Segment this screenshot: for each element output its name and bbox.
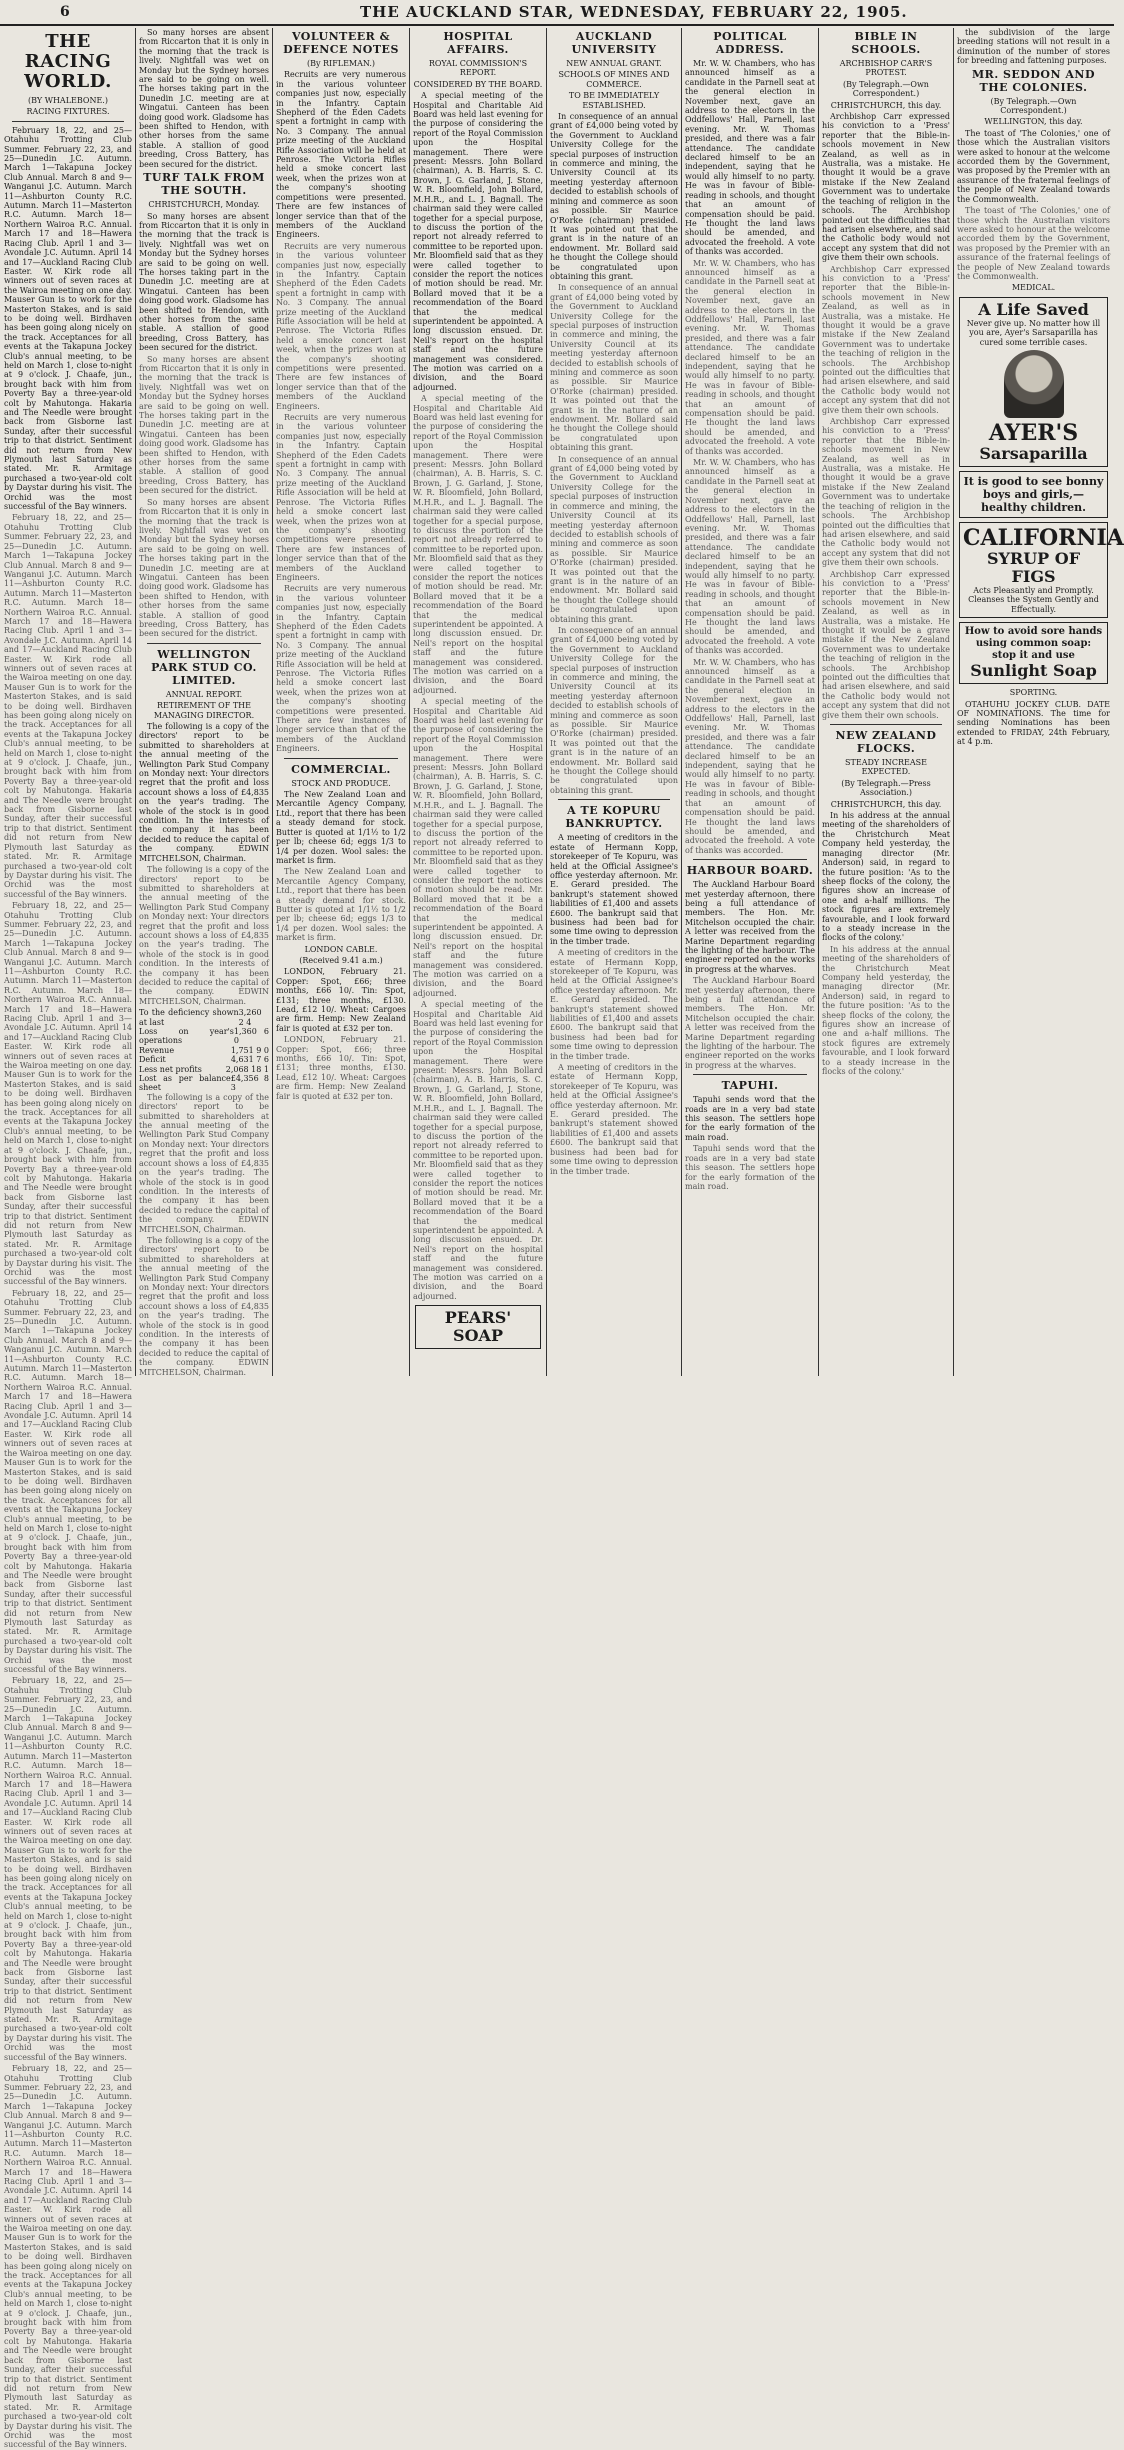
- column-rule: [272, 28, 273, 1376]
- column-political: [685, 28, 815, 1376]
- newspaper-title: THE AUCKLAND STAR, WEDNESDAY, FEBRUARY 22, 1905.: [360, 3, 908, 21]
- stud-accounts-table: [139, 1008, 269, 1093]
- stud-table-amount: £4,356 8 3: [230, 1074, 269, 1093]
- bible-text-cont: Archbishop Carr expressed his conviction to a 'Press' reporter that the Bible-in-schools movement in New Zealand, as well as in Australia, was a mistake. He thought it would be a grave mistake if the New Zealand Government was to undertake the teaching of religion in the schools. The Archbishop pointed out the difficulties that had arisen elsewhere, and said the Catholic body would not accept any system that did not give them their own schools.: [822, 264, 950, 415]
- stud-table-label: Deficit: [139, 1055, 166, 1065]
- bible-sub: ARCHBISHOP CARR'S PROTEST.: [839, 59, 933, 78]
- emulsion-ad: [959, 471, 1108, 518]
- stud-table-label: Lost as per balance sheet: [139, 1074, 231, 1093]
- turf-text: So many horses are absent from Riccarton that it is only in the morning that the track is lively. Nightfall was wet on Monday but the Sydney horses are said to be going on well. The horses taking part in the Dunedin J.C. meeting are at Wingatui. Canteen has been doing good work. Gladsome has been shifted to Hendon, with other horses from the same stable. A stallion of good breeding, Cross Battery, has been secured for the district.: [139, 211, 269, 353]
- page-number: 6: [60, 4, 70, 20]
- stud-table-label: Loss on year's operations: [139, 1027, 234, 1046]
- university-sub-3: TO BE IMMEDIATELY ESTABLISHED.: [568, 91, 660, 110]
- column-turf: [139, 28, 269, 1376]
- stud-text-cont-3: The following is a copy of the directors' report to be submitted to shareholders at the annual meeting of the Wellington Park Stud Company on Monday next: Your directors regret that the profit and loss account shows a loss of £4,835 on the year's trading. The whole of the stock is in good condition. In the interests of the company it has been decided to reduce the capital of the company. EDWIN MITCHELSON, Chairman.: [139, 1235, 269, 1377]
- turf-text-top: So many horses are absent from Riccarton that it is only in the morning that the track is lively. Nightfall was wet on Monday but the Sydney horses are said to be going on well. The horses taking part in the Dunedin J.C. meeting are at Wingatui. Canteen has been doing good work. Gladsome has been shifted to Hendon, with other horses from the same stable. A stallion of good breeding, Cross Battery, has been secured for the district.: [139, 28, 269, 169]
- stud-table-row: [139, 1008, 269, 1027]
- pears-soap-brand: PEARS' SOAP: [444, 1308, 512, 1346]
- ayers-brand: AYER'S: [988, 419, 1079, 446]
- syrup-of-figs-text: Acts Pleasantly and Promptly. Cleanses the System Gently and Effectually.: [968, 585, 1099, 614]
- racing-text-cont-4: February 18, 22, and 25—Otahuhu Trotting Club Summer. February 22, 23, and 25—Dunedin J.C. Autumn. March 1—Takapuna Jockey Club Annual. March 8 and 9—Wanganui J.C. Autumn. March 11—Ashburton County R.C. Autumn. March 11—Masterton R.C. Autumn. March 18—Northern Wairoa R.C. Annual. March 17 and 18—Hawera Racing Club. April 1 and 3—Avondale J.C. Autumn. April 14 and 17—Auckland Racing Club Easter. W. Kirk rode all winners out of seven races at the Wairoa meeting on one day. Mauser Gun is to work for the Masterton Stakes, and is said to be doing well. Birdhaven has been going along nicely on the track. Acceptances for all events at the Takapuna Jockey Club's annual meeting, to be held on March 1, close to-night at 9 o'clock. J. Chaafe, jun., brought back with him from Poverty Bay a three-year-old colt by Mahutonga. Hakaria and The Needle were brought back from Gisborne last Sunday, after their successful trip to that district. Sentiment did not return from New Plymouth last Saturday as stated. Mr. R. Armitage purchased a two-year-old colt by Daystar during his visit. The Orchid was the most successful of the Bay winners.: [4, 1676, 132, 2062]
- london-cable-text-cont: LONDON, February 21. Copper: Spot, £66; three months, £66 10/. Tin: Spot, £131; three months, £130. Lead, £12 10/. Wheat: Cargoes are firm. Hemp: New Zealand fair is quoted at £32 per ton.: [276, 1035, 406, 1101]
- harbour-heading: HARBOUR BOARD.: [686, 864, 814, 878]
- university-text-cont-2: In consequence of an annual grant of £4,000 being voted by the Government to Auckland University College for the special purposes of instruction in commerce and mining, the University Council at its meeting yesterday afternoon decided to establish schools of mining and commerce as soon as possible. Sir Maurice O'Rorke (chairman) presided. It was pointed out that the grant is in the nature of an endowment. Mr. Bollard said he thought the College should be congratulated upon obtaining this grant.: [550, 454, 678, 624]
- racing-text-cont-2: February 18, 22, and 25—Otahuhu Trotting Club Summer. February 22, 23, and 25—Dunedin J.C. Autumn. March 1—Takapuna Jockey Club Annual. March 8 and 9—Wanganui J.C. Autumn. March 11—Ashburton County R.C. Autumn. March 11—Masterton R.C. Autumn. March 18—Northern Wairoa R.C. Annual. March 17 and 18—Hawera Racing Club. April 1 and 3—Avondale J.C. Autumn. April 14 and 17—Auckland Racing Club Easter. W. Kirk rode all winners out of seven races at the Wairoa meeting on one day. Mauser Gun is to work for the Masterton Stakes, and is said to be doing well. Birdhaven has been going along nicely on the track. Acceptances for all events at the Takapuna Jockey Club's annual meeting, to be held on March 1, close to-night at 9 o'clock. J. Chaafe, jun., brought back with him from Poverty Bay a three-year-old colt by Mahutonga. Hakaria and The Needle were brought back from Gisborne last Sunday, after their successful trip to that district. Sentiment did not return from New Plymouth last Saturday as stated. Mr. R. Armitage purchased a two-year-old colt by Daystar during his visit. The Orchid was the most successful of the Bay winners.: [4, 901, 132, 1287]
- seddon-text-cont: The toast of 'The Colonies,' one of those which the Australian visitors were asked to honour at the welcome accorded them by the Government, was proposed by the Premier with an assurance of the fraternal feelings of the people of New Zealand towards the Commonwealth.: [957, 206, 1110, 281]
- stud-table-label: Less net profits: [139, 1064, 202, 1074]
- ayers-ad-text: Never give up. No matter how ill you are, Ayer's Sarsaparilla has cured some terrible cases.: [966, 318, 1101, 347]
- divider: [147, 643, 261, 644]
- university-text-cont: In consequence of an annual grant of £4,000 being voted by the Government to Auckland University College for the special purposes of instruction in commerce and mining, the University Council at its meeting yesterday afternoon decided to establish schools of mining and commerce as soon as possible. Sir Maurice O'Rorke (chairman) presided. It was pointed out that the grant is in the nature of an endowment. Mr. Bollard said he thought the College should be congratulated upon obtaining this grant.: [550, 283, 678, 453]
- stud-table-row: [139, 1027, 269, 1046]
- london-cable-heading: LONDON CABLE.: [304, 944, 378, 954]
- flocks-sub-2: (By Telegraph.—Press Association.): [841, 778, 931, 798]
- university-sub-2: SCHOOLS OF MINES AND COMMERCE.: [558, 70, 670, 89]
- divider: [830, 724, 942, 725]
- divider: [12, 121, 124, 122]
- turf-text-cont: So many horses are absent from Riccarton that it is only in the morning that the track is lively. Nightfall was wet on Monday but the Sydney horses are said to be going on well. The horses taking part in the Dunedin J.C. meeting are at Wingatui. Canteen has been doing good work. Gladsome has been shifted to Hendon, with other horses from the same stable. A stallion of good breeding, Cross Battery, has been secured for the district.: [139, 354, 269, 496]
- divider: [284, 758, 398, 759]
- stud-sub: ANNUAL REPORT.: [165, 689, 243, 699]
- columns: [0, 28, 1124, 2450]
- seddon-text: The toast of 'The Colonies,' one of those which the Australian visitors were asked to honour at the welcome accorded them by the Government, was proposed by the Premier with an assurance of the fraternal feelings of the people of New Zealand towards the Commonwealth.: [957, 128, 1110, 204]
- seddon-heading: MR. SEDDON AND THE COLONIES.: [972, 67, 1095, 94]
- divider: [693, 1074, 807, 1075]
- turf-text-cont-2: So many horses are absent from Riccarton that it is only in the morning that the track is lively. Nightfall was wet on Monday but the Sydney horses are said to be going on well. The horses taking part in the Dunedin J.C. meeting are at Wingatui. Canteen has been doing good work. Gladsome has been shifted to Hendon, with other horses from the same stable. A stallion of good breeding, Cross Battery, has been secured for the district.: [139, 497, 269, 639]
- flocks-dateline: CHRISTCHURCH, this day.: [830, 799, 942, 809]
- stud-table-amount: 1,360 6 0: [233, 1027, 269, 1046]
- political-text-cont-3: Mr. W. W. Chambers, who has announced himself as a candidate in the Parnell seat at the general election in November next, gave an address to the electors in the Oddfellows' Hall, Parnell, last evening. Mr. W. Thomas presided, and there was a fair attendance. The candidate declared himself to be an independent, saying that he would ally himself to no party. He was in favour of Bible-reading in schools, and thought that an amount of compensation should be paid. He thought the land laws should be amended, and advocated the freehold. A vote of thanks was accorded.: [685, 657, 815, 855]
- bankruptcy-heading: A TE KOPURU BANKRUPTCY.: [565, 804, 663, 831]
- harbour-text-cont: The Auckland Harbour Board met yesterday afternoon, there being a full attendance of members. The Hon. Mr. Mitchelson occupied the chair. A letter was received from the Marine Department regarding the lighting of the harbour. The engineer reported on the works in progress at the wharves.: [685, 976, 815, 1070]
- tapuhi-text-cont: Tapuhi sends word that the roads are in a very bad state this season. The settlers hope for the early formation of the main road.: [685, 1144, 815, 1191]
- flocks-text-cont: In his address at the annual meeting of the shareholders of the Christchurch Meat Company held yesterday, the managing director (Mr. Anderson) said, in regard to the future position: 'As to the sheep flocks of the colony, the figures show an increase of one and a-half millions. The stock figures are extremely favourable, and I look forward to a steady increase in the flocks of the colony.': [822, 944, 950, 1077]
- stud-sub-2: RETIREMENT OF THE MANAGING DIRECTOR.: [153, 701, 255, 720]
- column-racing: [4, 28, 132, 2450]
- ayers-ad: [959, 297, 1108, 467]
- sunlight-soap-brand: Sunlight Soap: [970, 661, 1097, 681]
- commercial-text-cont: The New Zealand Loan and Mercantile Agency Company, Ltd., report that there has been a steady demand for stock. Butter is quoted at 1/1½ to 1/2 per lb; cheese 6d; eggs 1/3 to 1/4 per dozen. Wool sales: the market is firm.: [276, 867, 406, 943]
- column-bible: [822, 28, 950, 1376]
- volunteer-text-cont-2: Recruits are very numerous in the various volunteer companies just now, especially in the Infantry. Captain Shepherd of the Eden Cadets spent a fortnight in camp with No. 3 Company. The annual prize meeting of the Auckland Rifle Association will be held at Penrose. The Victoria Rifles held a smoke concert last week, when the prizes won at the company's shooting competitions were presented. There are few instances of longer service than that of the members of the Auckland Engineers.: [276, 413, 406, 582]
- volunteer-text: Recruits are very numerous in the various volunteer companies just now, especially in the Infantry. Captain Shepherd of the Eden Cadets spent a fortnight in camp with No. 3 Company. The annual prize meeting of the Auckland Rifle Association will be held at Penrose. The Victoria Rifles held a smoke concert last week, when the prizes won at the company's shooting competitions were presented. There are few instances of longer service than that of the members of the Auckland Engineers.: [276, 70, 406, 240]
- university-text: In consequence of an annual grant of £4,000 being voted by the Government to Auckland University College for the special purposes of instruction in commerce and mining, the University Council at its meeting yesterday afternoon decided to establish schools of mining and commerce as soon as possible. Sir Maurice O'Rorke (chairman) presided. It was pointed out that the grant is in the nature of an endowment. Mr. Bollard said he thought the College should be congratulated upon obtaining this grant.: [550, 112, 678, 281]
- bonny-boys-text: It is good to see bonny boys and girls,—healthy children.: [963, 474, 1104, 514]
- pears-soap-ad: [415, 1305, 541, 1349]
- stud-table-row: [139, 1074, 269, 1093]
- stud-table-label: Revenue: [139, 1045, 175, 1055]
- bible-sub-2: (By Telegraph.—Own Correspondent.): [843, 79, 929, 99]
- hospital-text-cont: A special meeting of the Hospital and Charitable Aid Board was held last evening for the purpose of considering the report of the Royal Commission upon the Hospital management. There were present: Messrs. John Bollard (chairman), A. B. Harris, S. C. Brown, J. G. Garland, J. Stone, W. R. Bloomfield, John Bollard, M.H.R., and L. J. Bagnall. The chairman said they were called together for a special purpose, to discuss the portion of the report not already referred to committee to be reported upon. Mr. Bloomfield said that as they were called together to consider the report the notices of motion should be read. Mr. Bollard moved that it be a recommendation of the Board that the medical superintendent be appointed. A long discussion ensued. Dr. Neil's report on the hospital staff and the future management was considered. The motion was carried on a division, and the Board adjourned.: [413, 394, 543, 695]
- london-cable-text: LONDON, February 21. Copper: Spot, £66; three months, £66 10/. Tin: Spot, £131; three months, £130. Lead, £12 10/. Wheat: Cargoes are firm. Hemp: New Zealand fair is quoted at £32 per ton.: [276, 967, 406, 1033]
- racing-text-cont: February 18, 22, and 25—Otahuhu Trotting Club Summer. February 22, 23, and 25—Dunedin J.C. Autumn. March 1—Takapuna Jockey Club Annual. March 8 and 9—Wanganui J.C. Autumn. March 11—Ashburton County R.C. Autumn. March 11—Masterton R.C. Autumn. March 18—Northern Wairoa R.C. Annual. March 17 and 18—Hawera Racing Club. April 1 and 3—Avondale J.C. Autumn. April 14 and 17—Auckland Racing Club Easter. W. Kirk rode all winners out of seven races at the Wairoa meeting on one day. Mauser Gun is to work for the Masterton Stakes, and is said to be doing well. Birdhaven has been going along nicely on the track. Acceptances for all events at the Takapuna Jockey Club's annual meeting, to be held on March 1, close to-night at 9 o'clock. J. Chaafe, jun., brought back with him from Poverty Bay a three-year-old colt by Mahutonga. Hakaria and The Needle were brought back from Gisborne last Sunday, after their successful trip to that district. Sentiment did not return from New Plymouth last Saturday as stated. Mr. R. Armitage purchased a two-year-old colt by Daystar during his visit. The Orchid was the most successful of the Bay winners.: [4, 513, 132, 899]
- racing-text-cont-5: February 18, 22, and 25—Otahuhu Trotting Club Summer. February 22, 23, and 25—Dunedin J.C. Autumn. March 1—Takapuna Jockey Club Annual. March 8 and 9—Wanganui J.C. Autumn. March 11—Ashburton County R.C. Autumn. March 11—Masterton R.C. Autumn. March 18—Northern Wairoa R.C. Annual. March 17 and 18—Hawera Racing Club. April 1 and 3—Avondale J.C. Autumn. April 14 and 17—Auckland Racing Club Easter. W. Kirk rode all winners out of seven races at the Wairoa meeting on one day. Mauser Gun is to work for the Masterton Stakes, and is said to be doing well. Birdhaven has been going along nicely on the track. Acceptances for all events at the Takapuna Jockey Club's annual meeting, to be held on March 1, close to-night at 9 o'clock. J. Chaafe, jun., brought back with him from Poverty Bay a three-year-old colt by Mahutonga. Hakaria and The Needle were brought back from Gisborne last Sunday, after their successful trip to that district. Sentiment did not return from New Plymouth last Saturday as stated. Mr. R. Armitage purchased a two-year-old colt by Daystar during his visit. The Orchid was the most successful of the Bay winners.: [4, 2064, 132, 2450]
- column-rule: [409, 28, 410, 1376]
- divider: [693, 859, 807, 860]
- stud-table-amount: 2,068 18 1: [225, 1064, 269, 1074]
- volunteer-heading: VOLUNTEER & DEFENCE NOTES: [283, 30, 399, 56]
- hospital-text-cont-2: A special meeting of the Hospital and Charitable Aid Board was held last evening for the purpose of considering the report of the Royal Commission upon the Hospital management. There were present: Messrs. John Bollard (chairman), A. B. Harris, S. C. Brown, J. G. Garland, J. Stone, W. R. Bloomfield, John Bollard, M.H.R., and L. J. Bagnall. The chairman said they were called together for a special purpose, to discuss the portion of the report not already referred to committee to be reported upon. Mr. Bloomfield said that as they were called together to consider the report the notices of motion should be read. Mr. Bollard moved that it be a recommendation of the Board that the medical superintendent be appointed. A long discussion ensued. Dr. Neil's report on the hospital staff and the future management was considered. The motion was carried on a division, and the Board adjourned.: [413, 697, 543, 998]
- volunteer-text-cont: Recruits are very numerous in the various volunteer companies just now, especially in the Infantry. Captain Shepherd of the Eden Cadets spent a fortnight in camp with No. 3 Company. The annual prize meeting of the Auckland Rifle Association will be held at Penrose. The Victoria Rifles held a smoke concert last week, when the prizes won at the company's shooting competitions were presented. There are few instances of longer service than that of the members of the Auckland Engineers.: [276, 241, 406, 411]
- bible-heading: BIBLE IN SCHOOLS.: [851, 30, 921, 56]
- column-rule: [681, 28, 682, 1376]
- flocks-text: In his address at the annual meeting of the shareholders of the Christchurch Meat Company held yesterday, the managing director (Mr. Anderson) said, in regard to the future position: 'As to the sheep flocks of the colony, the figures show an increase of one and a-half millions. The stock figures are extremely favourable, and I look forward to a steady increase in the flocks of the colony.': [822, 811, 950, 943]
- bible-text-cont-2: Archbishop Carr expressed his conviction to a 'Press' reporter that the Bible-in-schools movement in New Zealand, as well as in Australia, was a mistake. He thought it would be a grave mistake if the New Zealand Government was to undertake the teaching of religion in the schools. The Archbishop pointed out the difficulties that had arisen elsewhere, and said the Catholic body would not accept any system that did not give them their own schools.: [822, 417, 950, 568]
- hospital-text: A special meeting of the Hospital and Charitable Aid Board was held last evening for the purpose of considering the report of the Royal Commission upon the Hospital management. There were present: Messrs. John Bollard (chairman), A. B. Harris, S. C. Brown, J. G. Garland, J. Stone, W. R. Bloomfield, John Bollard, M.H.R., and L. J. Bagnall. The chairman said they were called together for a special purpose, to discuss the portion of the report not already referred to committee to be reported upon. Mr. Bloomfield said that as they were called together to consider the report the notices of motion should be read. Mr. Bollard moved that it be a recommendation of the Board that the medical superintendent be appointed. A long discussion ensued. Dr. Neil's report on the hospital staff and the future management was considered. The motion was carried on a division, and the Board adjourned.: [413, 91, 543, 392]
- turf-dateline: CHRISTCHURCH, Monday.: [148, 200, 260, 210]
- column-hospital: [413, 28, 543, 1376]
- bible-dateline: CHRISTCHURCH, this day.: [830, 100, 942, 110]
- stud-heading: WELLINGTON PARK STUD CO. LIMITED.: [151, 647, 257, 687]
- stud-table-row: [139, 1046, 269, 1055]
- racing-heading: THE RACING WORLD.: [24, 31, 112, 92]
- column-volunteer: [276, 28, 406, 1376]
- column-rule: [818, 28, 819, 1376]
- commercial-sub: STOCK AND PRODUCE.: [291, 778, 391, 788]
- sporting-heading: SPORTING.: [1009, 688, 1058, 698]
- stud-text: The following is a copy of the directors' report to be submitted to shareholders at the annual meeting of the Wellington Park Stud Company on Monday next: Your directors regret that the profit and loss account shows a loss of £4,835 on the year's trading. The whole of the stock is in good condition. In the interests of the company it has been decided to reduce the capital of the company. EDWIN MITCHELSON, Chairman.: [139, 722, 269, 863]
- stud-table-amount: 4,631 7 6: [230, 1055, 269, 1065]
- column-rule: [135, 28, 136, 1376]
- commercial-text: The New Zealand Loan and Mercantile Agency Company, Ltd., report that there has been a steady demand for stock. Butter is quoted at 1/1½ to 1/2 per lb; cheese 6d; eggs 1/3 to 1/4 per dozen. Wool sales: the market is firm.: [276, 790, 406, 865]
- bankruptcy-text: A meeting of creditors in the estate of Hermann Kopp, storekeeper of Te Kopuru, was held at the Official Assignee's office yesterday afternoon. Mr. E. Gerard presided. The bankrupt's statement showed liabilities of £1,400 and assets £600. The bankrupt said that business had been bad for some time owing to depression in the timber trade.: [550, 833, 678, 946]
- syrup-of-figs-ad: [959, 522, 1124, 618]
- volunteer-byline: (By RIFLEMAN.): [306, 59, 376, 68]
- stud-table-amount: 1,751 9 0: [230, 1045, 269, 1055]
- stud-table-amount: 3,260 2 4: [238, 1008, 262, 1027]
- bankruptcy-text-cont-2: A meeting of creditors in the estate of Hermann Kopp, storekeeper of Te Kopuru, was held at the Official Assignee's office yesterday afternoon. Mr. E. Gerard presided. The bankrupt's statement showed liabilities of £1,400 and assets £600. The bankrupt said that business had been bad for some time owing to depression in the timber trade.: [550, 1063, 678, 1176]
- political-text: Mr. W. W. Chambers, who has announced himself as a candidate in the Parnell seat at the general election in November next, gave an address to the electors in the Oddfellows' Hall, Parnell, last evening. Mr. W. Thomas presided, and there was a fair attendance. The candidate declared himself to be an independent, saying that he would ally himself to no party. He was in favour of Bible-reading in schools, and thought that an amount of compensation should be paid. He thought the land laws should be amended, and advocated the freehold. A vote of thanks was accorded.: [685, 59, 815, 257]
- column-rule: [546, 28, 547, 1376]
- racing-text-cont-3: February 18, 22, and 25—Otahuhu Trotting Club Summer. February 22, 23, and 25—Dunedin J.C. Autumn. March 1—Takapuna Jockey Club Annual. March 8 and 9—Wanganui J.C. Autumn. March 11—Ashburton County R.C. Autumn. March 11—Masterton R.C. Autumn. March 18—Northern Wairoa R.C. Annual. March 17 and 18—Hawera Racing Club. April 1 and 3—Avondale J.C. Autumn. April 14 and 17—Auckland Racing Club Easter. W. Kirk rode all winners out of seven races at the Wairoa meeting on one day. Mauser Gun is to work for the Masterton Stakes, and is said to be doing well. Birdhaven has been going along nicely on the track. Acceptances for all events at the Takapuna Jockey Club's annual meeting, to be held on March 1, close to-night at 9 o'clock. J. Chaafe, jun., brought back with him from Poverty Bay a three-year-old colt by Mahutonga. Hakaria and The Needle were brought back from Gisborne last Sunday, after their successful trip to that district. Sentiment did not return from New Plymouth last Saturday as stated. Mr. R. Armitage purchased a two-year-old colt by Daystar during his visit. The Orchid was the most successful of the Bay winners.: [4, 1288, 132, 1675]
- sore-hands-text: How to avoid sore hands using common soap: stop it and use: [964, 626, 1103, 662]
- hospital-sub-2: CONSIDERED BY THE BOARD.: [413, 79, 543, 89]
- commercial-heading: COMMERCIAL.: [291, 762, 391, 776]
- turf-heading: TURF TALK FROM THE SOUTH.: [143, 171, 265, 198]
- hospital-heading: HOSPITAL AFFAIRS.: [443, 30, 513, 56]
- political-text-cont: Mr. W. W. Chambers, who has announced himself as a candidate in the Parnell seat at the general election in November next, gave an address to the electors in the Oddfellows' Hall, Parnell, last evening. Mr. W. Thomas presided, and there was a fair attendance. The candidate declared himself to be an independent, saying that he would ally himself to no party. He was in favour of Bible-reading in schools, and thought that an amount of compensation should be paid. He thought the land laws should be amended, and advocated the freehold. A vote of thanks was accorded.: [685, 258, 815, 456]
- sporting-text: OTAHUHU JOCKEY CLUB. DATE OF NOMINATIONS. The time for sending Nominations has been extended to FRIDAY, 24th February, at 4 p.m.: [957, 699, 1110, 747]
- seddon-sub: (By Telegraph.—Own Correspondent.): [990, 96, 1077, 116]
- seddon-dateline: WELLINGTON, this day.: [984, 117, 1083, 127]
- stations-text: the subdivision of the large breeding stations will not result in a diminution of the number of stores for breeding and fattening purposes.: [957, 28, 1110, 66]
- political-text-cont-2: Mr. W. W. Chambers, who has announced himself as a candidate in the Parnell seat at the general election in November next, gave an address to the electors in the Oddfellows' Hall, Parnell, last evening. Mr. W. Thomas presided, and there was a fair attendance. The candidate declared himself to be an independent, saying that he would ally himself to no party. He was in favour of Bible-reading in schools, and thought that an amount of compensation should be paid. He thought the land laws should be amended, and advocated the freehold. A vote of thanks was accorded.: [685, 458, 815, 656]
- masthead: [0, 0, 1114, 26]
- volunteer-text-cont-3: Recruits are very numerous in the various volunteer companies just now, especially in the Infantry. Captain Shepherd of the Eden Cadets spent a fortnight in camp with No. 3 Company. The annual prize meeting of the Auckland Rifle Association will be held at Penrose. The Victoria Rifles held a smoke concert last week, when the prizes won at the company's shooting competitions were presented. There are few instances of longer service than that of the members of the Auckland Engineers.: [276, 584, 406, 754]
- sunlight-soap-ad: [959, 622, 1108, 684]
- column-rule: [953, 28, 954, 1376]
- hospital-sub: ROYAL COMMISSION'S REPORT.: [428, 59, 528, 78]
- sarsaparilla-brand: Sarsaparilla: [979, 443, 1088, 463]
- stud-table-row: [139, 1055, 269, 1064]
- divider: [558, 799, 670, 800]
- stud-text-cont: The following is a copy of the directors' report to be submitted to shareholders at the annual meeting of the Wellington Park Stud Company on Monday next: Your directors regret that the profit and loss account shows a loss of £4,835 on the year's trading. The whole of the stock is in good condition. In the interests of the company it has been decided to reduce the capital of the company. EDWIN MITCHELSON, Chairman.: [139, 865, 269, 1006]
- column-university: [550, 28, 678, 1376]
- column-ads: [957, 28, 1124, 1376]
- hospital-text-cont-3: A special meeting of the Hospital and Charitable Aid Board was held last evening for the purpose of considering the report of the Royal Commission upon the Hospital management. There were present: Messrs. John Bollard (chairman), A. B. Harris, S. C. Brown, J. G. Garland, J. Stone, W. R. Bloomfield, John Bollard, M.H.R., and L. J. Bagnall. The chairman said they were called together for a special purpose, to discuss the portion of the report not already referred to committee to be reported upon. Mr. Bloomfield said that as they were called together to consider the report the notices of motion should be read. Mr. Bollard moved that it be a recommendation of the Board that the medical superintendent be appointed. A long discussion ensued. Dr. Neil's report on the hospital staff and the future management was considered. The motion was carried on a division, and the Board adjourned.: [413, 1000, 543, 1301]
- tapuhi-heading: TAPUHI.: [721, 1079, 779, 1093]
- stud-table-label: To the deficiency shown at last: [139, 1008, 239, 1027]
- racing-byline: (BY WHALEBONE.): [28, 96, 108, 105]
- university-sub: NEW ANNUAL GRANT.: [566, 59, 662, 68]
- bible-text-cont-3: Archbishop Carr expressed his conviction to a 'Press' reporter that the Bible-in-schools movement in New Zealand, as well as in Australia, was a mistake. He thought it would be a grave mistake if the New Zealand Government was to undertake the teaching of religion in the schools. The Archbishop pointed out the difficulties that had arisen elsewhere, and said the Catholic body would not accept any system that did not give them their own schools.: [822, 569, 950, 720]
- medical-heading: MEDICAL.: [1011, 283, 1056, 293]
- flocks-heading: NEW ZEALAND FLOCKS.: [835, 729, 937, 756]
- bankruptcy-text-cont: A meeting of creditors in the estate of Hermann Kopp, storekeeper of Te Kopuru, was held at the Official Assignee's office yesterday afternoon. Mr. E. Gerard presided. The bankrupt's statement showed liabilities of £1,400 and assets £600. The bankrupt said that business had been bad for some time owing to depression in the timber trade.: [550, 948, 678, 1061]
- stud-text-cont-2: The following is a copy of the directors' report to be submitted to shareholders at the annual meeting of the Wellington Park Stud Company on Monday next: Your directors regret that the profit and loss account shows a loss of £4,835 on the year's trading. The whole of the stock is in good condition. In the interests of the company it has been decided to reduce the capital of the company. EDWIN MITCHELSON, Chairman.: [139, 1092, 269, 1234]
- life-saved-title: A Life Saved: [978, 299, 1089, 319]
- harbour-text: The Auckland Harbour Board met yesterday afternoon, there being a full attendance of members. The Hon. Mr. Mitchelson occupied the chair. A letter was received from the Marine Department regarding the lighting of the harbour. The engineer reported on the works in progress at the wharves.: [685, 880, 815, 974]
- bible-text: Archbishop Carr expressed his conviction to a 'Press' reporter that the Bible-in-schools movement in New Zealand, as well as in Australia, was a mistake. He thought it would be a grave mistake if the New Zealand Government was to undertake the teaching of religion in the schools. The Archbishop pointed out the difficulties that had arisen elsewhere, and said the Catholic body would not accept any system that did not give them their own schools.: [822, 112, 950, 263]
- university-text-cont-3: In consequence of an annual grant of £4,000 being voted by the Government to Auckland University College for the special purposes of instruction in commerce and mining, the University Council at its meeting yesterday afternoon decided to establish schools of mining and commerce as soon as possible. Sir Maurice O'Rorke (chairman) presided. It was pointed out that the grant is in the nature of an endowment. Mr. Bollard said he thought the College should be congratulated upon obtaining this grant.: [550, 625, 678, 795]
- racing-text: February 18, 22, and 25—Otahuhu Trotting Club Summer. February 22, 23, and 25—Dunedin J.C. Autumn. March 1—Takapuna Jockey Club Annual. March 8 and 9—Wanganui J.C. Autumn. March 11—Ashburton County R.C. Autumn. March 11—Masterton R.C. Autumn. March 18—Northern Wairoa R.C. Annual. March 17 and 18—Hawera Racing Club. April 1 and 3—Avondale J.C. Autumn. April 14 and 17—Auckland Racing Club Easter. W. Kirk rode all winners out of seven races at the Wairoa meeting on one day. Mauser Gun is to work for the Masterton Stakes, and is said to be doing well. Birdhaven has been going along nicely on the track. Acceptances for all events at the Takapuna Jockey Club's annual meeting, to be held on March 1, close to-night at 9 o'clock. J. Chaafe, jun., brought back with him from Poverty Bay a three-year-old colt by Mahutonga. Hakaria and The Needle were brought back from Gisborne last Sunday, after their successful trip to that district. Sentiment did not return from New Plymouth last Saturday as stated. Mr. R. Armitage purchased a two-year-old colt by Daystar during his visit. The Orchid was the most successful of the Bay winners.: [4, 125, 132, 512]
- tapuhi-text: Tapuhi sends word that the roads are in a very bad state this season. The settlers hope for the early formation of the main road.: [685, 1095, 815, 1142]
- political-heading: POLITICAL ADDRESS.: [713, 30, 787, 56]
- california-title: CALIFORNIA: [963, 524, 1124, 551]
- flocks-sub: STEADY INCREASE EXPECTED.: [845, 758, 927, 777]
- racing-fixtures-heading: RACING FIXTURES.: [26, 107, 110, 117]
- stud-table-row: [139, 1065, 269, 1074]
- london-cable-received: (Received 9.41 a.m.): [299, 955, 383, 965]
- portrait-illustration: [1004, 350, 1064, 418]
- syrup-of-figs-title: SYRUP OF FIGS: [986, 548, 1081, 586]
- university-heading: AUCKLAND UNIVERSITY: [571, 30, 657, 56]
